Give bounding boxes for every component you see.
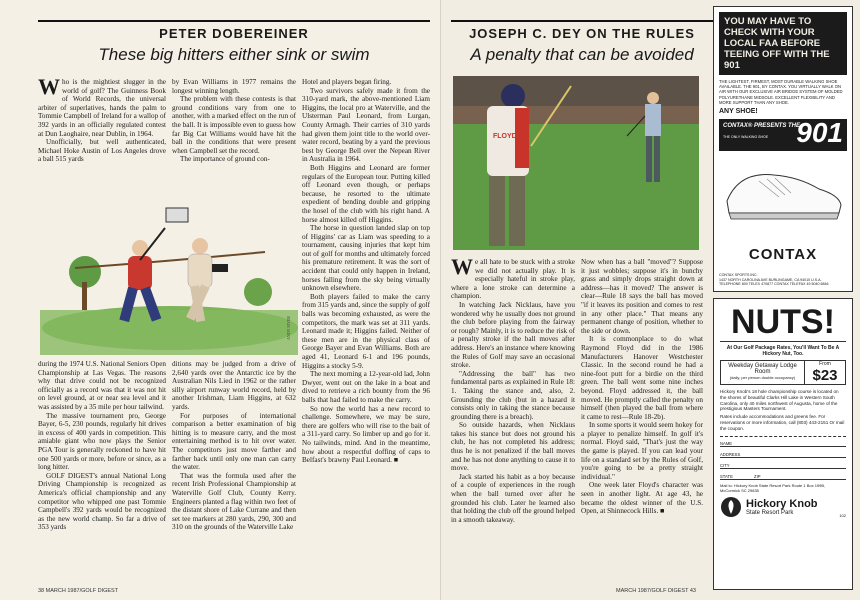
left-col2-top <box>172 78 296 164</box>
drop-cap: W <box>38 74 60 99</box>
article-headline: A penalty that can be avoided <box>470 45 694 64</box>
ad-body: Hickory Knob's 18 hole championship course is located on the shores of beautiful Clarks Hill Lake in Western South Carolina, only 40 miles northwest of Augusta, home of the prestigious Masters Tournament. <box>720 389 839 412</box>
golfers-illustration <box>40 190 298 355</box>
form-zip-label: ZIP <box>754 473 761 479</box>
paragraph: The massive tournament pro, George Bayer, 6-5, 230 pounds, regularly hit drives in excess of 400 yards in competition. This amiable giant who now plays the Senior PGA Tour is generally reckoned to have hit one 500 yards or more, before or since, as a long hitter. <box>38 411 166 472</box>
right-page <box>440 0 860 600</box>
mail-to: Mail to: Hickory Knob State Resort Park Route 1 Box 199B, McCormick SC 29835 <box>720 482 826 493</box>
ad-headline: YOU MAY HAVE TO CHECK WITH YOUR LOCAL FAA BEFORE TEEING OFF WITH THE 901 <box>719 12 847 75</box>
paragraph: So now the world has a new record to challenge. Somewhere, we may be sure, there are golfers who will rise to the bait of a 311-yard carry. So limber up and go for it. No tailwinds, mind. And in the meantime, how about a respectful doffing of caps to Belfast's brawny Paul Leonard. ■ <box>302 404 430 465</box>
paragraph: Both players failed to make the carry from 315 yards and, since the supply of golf balls was becoming exhausted, as were the competitors, the mark was set at 311 yards. Leonard made it; Higgins failed. Neither of these men are in the physical class of George Bayer and Evan Williams. Both are aged 41, Leonard 6-1 and 196 pounds, Higgins a stocky 5-9. <box>302 292 430 370</box>
left-col1-top <box>38 74 166 164</box>
form-address-label: ADDRESS <box>720 451 741 457</box>
left-col1-bottom <box>38 360 166 532</box>
paragraph: Jack started his habit as a boy because of a couple of experiences in the rough when the ball turned over after he grounded his club. Later he learned also that holding the club off the ground helped in a smooth takeaway. <box>451 472 575 524</box>
illus-credit: ANDY MYER <box>286 316 291 340</box>
paragraph: ditions may be judged from a drive of 2,640 yards over the Antarctic ice by the Australian Nils Lied in 1962 or the rather silly airport runway world record, held by another Irishman, Liam Higgins, at 632 yards. <box>172 360 296 411</box>
price-from: From <box>819 361 831 367</box>
article-headline: These big hitters either sink or swim <box>98 45 370 64</box>
paragraph: Both Higgins and Leonard are former regulars of the European tour. Putting killed off Leonard even though, or perhaps because, he resorted to the ultimate expedient of bending double and gripping the hosel of the club with his right hand. A horse almost killed off Higgins. <box>302 163 430 224</box>
ad-body-2: Rates include accommodations and greens fee. For reservations or more information, call (803) 443-2151 Or mail the coupon. <box>720 414 845 431</box>
ad-tag: ANY SHOE! <box>719 108 758 116</box>
paragraph: Unofficially, but well authenticated, Michael Hoke Austin of Los Angeles drove a ball 515 yards <box>38 138 166 164</box>
paragraph: For purposes of international comparison a better examination of big hitting is to measure carry, and the most entertaining method is to hit over water. The competitors just move farther and farther back until only one man can carry the water. <box>172 411 296 472</box>
paragraph: The horse in question landed slap on top of Higgins' car as Liam was speeding to a tournament, causing injuries that kept him out of golf for months and ultimately forced his premature retirement. It was the sort of accident that could only happen in Ireland, horses falling from the sky being virtually unknown elsewhere. <box>302 224 430 293</box>
ad-page-number: 102 <box>839 512 846 518</box>
logo-name: Hickory Knob <box>746 497 818 510</box>
ad-body: THE LIGHTEST, FIRMEST, MOST DURABLE WALKING SHOE AVAILABLE. THE 901, BY CONTAX. YOU VIRTUALLY WALK ON AIR WITH OUR EXCLUSIVE AIR BRIDGE SYSTEM OF MOLDED POLYURETHANE MIDSOLE. EXCELLENT FLEXIBILITY AND MORE SUPPORT THAN ANY SHOE. <box>719 79 843 105</box>
price: $23 <box>812 367 838 384</box>
hickory-knob-ad <box>713 298 853 590</box>
page-footer: 38 MARCH 1987/GOLF DIGEST <box>38 588 119 594</box>
page-footer: MARCH 1987/GOLF DIGEST 43 <box>616 588 696 594</box>
paragraph: The problem with these contests is that ground conditions vary from one to another, with a marked effect on the run of the ball. It is impossible even to guess how far Big Cat Williams would have hit the ball in the conditions that were present when Campbell set the record. <box>172 95 296 155</box>
golf-photo <box>453 76 699 250</box>
author-byline: JOSEPH C. DEY ON THE RULES <box>469 26 695 41</box>
paragraph: e all hate to be stuck with a stroke we did not actually play. It is especially hateful in stroke play, where a lone stroke can determine a champion. <box>451 258 575 301</box>
contax-ad <box>713 6 853 292</box>
paragraph: ho is the mightiest slugger in the world of golf? The Guinness Book of World Records, the universal arbiter of superlatives, hands the palm to Tommie Campbell of Ireland for a wallop of 392 yards in an officially regulated contest at Dun Laoghaire, near Dublin, in 1964. <box>38 78 166 138</box>
caddie-bib-text: FLOYD <box>493 133 517 140</box>
paragraph: The importance of ground con- <box>180 155 270 164</box>
paragraph: GOLF DIGEST's annual National Long Driving Championship is recognized as America's official championship and any competitor who whipped one past Tommie Campbell's 392 yards would be recognized as the new world champ. So far a drive of 353 yards <box>38 471 166 532</box>
ad-tagline: At Our Golf Package Rates, You'll Want To Be A Hickory Nut, Too. <box>726 345 840 357</box>
form-name-label: NAME <box>720 440 733 446</box>
left-col3 <box>302 78 430 465</box>
package-title: Weekday Getaway Lodge Room <box>728 363 797 375</box>
paragraph: "Addressing the ball" has two fundamental parts as explained in Rule 18: 1. Taking the stance and, also, 2. Grounding the club (but in a hazard it consists only in taking the stance because grounding there is a breach). <box>451 369 575 421</box>
shoe-illustration <box>719 157 847 227</box>
paragraph: by Evan Williams in 1977 remains the longest winning length. <box>172 78 296 95</box>
top-rule <box>451 20 713 22</box>
drop-cap: W <box>451 254 473 279</box>
right-col2 <box>581 258 703 516</box>
sub-line: THE ONLY WALKING SHOE <box>723 135 769 140</box>
coupon-form <box>720 436 846 493</box>
paragraph: Two survivors safely made it from the 310-yard mark, the above-mentioned Liam Higgins, the local pro at Waterville, and the Ulsterman Paul Leonard, from Lurgan, County Armagh. Their carries of 310 yards had given them joint title to the world over-water record, beating by a yard the previous best by George Bell over the Nepean River in Australia in 1964. <box>302 86 430 164</box>
ad-headline: NUTS! <box>720 303 846 342</box>
nut-icon <box>720 496 742 518</box>
paragraph: Hotel and players began firing. <box>302 78 392 86</box>
ad-address: CONTAX SPORTS INC. 1437 NORTH CAROLINA AVE BURLINGAME, CA 94010 U.S.A. TELEPHONE 800 TELEX 470877 CONTAX TELEFAX 49 5040 6846 <box>719 273 829 287</box>
logo-sub: State Resort Park <box>746 509 794 516</box>
paragraph: Now when has a ball "moved"? Suppose it just wobbles; suppose it's in bunchy grass and simply drops straight down at address—has it moved? The answer is clear—Rule 18 says the ball has moved "if it leaves its position and comes to rest in any other place." That means any permanent change of position, whether to the side or down. <box>581 258 703 335</box>
author-byline: PETER DOBEREINER <box>159 26 309 41</box>
brand-line: CONTAX® PRESENTS THE <box>723 123 800 130</box>
hickory-logo <box>720 496 846 518</box>
paragraph: That was the formula used after the recent Irish Professional Championship at Waterville Golf Club, County Kerry. Engineers planted a flag within two feet of the distant shore of Lake Currane and then set tee markers at 280 yards, 290, 300 and 310 on the grounds of the Waterville Lake <box>172 471 296 532</box>
form-city-label: CITY <box>720 462 730 468</box>
model-number: 901 <box>796 117 843 149</box>
right-col1 <box>451 254 575 524</box>
top-rule <box>38 20 430 22</box>
package-box <box>720 360 846 385</box>
package-note: (daily, per person double occupancy) <box>729 375 796 380</box>
paragraph: The next morning a 12-year-old lad, John Dwyer, went out on the lake in a boat and dived to retrieve a rich bounty from the 96 balls that had failed to make the carry. <box>302 370 430 404</box>
contax-901-badge <box>719 119 847 151</box>
paragraph: It is commonplace to do what Raymond Floyd did in the 1986 Manufacturers Hanover Westchester Classic. In the second round he had a nine-foot putt for a birdie on the third green. The ball went some nine inches beyond. Floyd addressed it, the ball moved. He promptly called the penalty on himself (then played the ball from where it came to rest—Rule 18-2b). <box>581 335 703 421</box>
paragraph: In watching Jack Nicklaus, have you wondered why he usually does not ground the club before playing from the fairway or rough? Mainly, it is to reduce the risk of a penalty stroke if the ball moves after address. Here's an instance where knowing the Rules of Golf may save an occasional stroke. <box>451 300 575 370</box>
left-col2-bottom <box>172 360 296 532</box>
paragraph: during the 1974 U.S. National Seniors Open Championship at Las Vegas. The reasons why that drive could not be recognized officially as a record was that it was not hit on level ground, at or near sea level and it was assisted by a 35 mile per hour tailwind. <box>38 360 166 411</box>
paragraph: One week later Floyd's character was seen in another light. At age 43, he became the oldest winner of the U.S. Open, at Shinnecock Hills. ■ <box>581 481 703 516</box>
contax-logo: CONTAX <box>748 246 818 264</box>
form-state-label: STATE <box>720 473 733 479</box>
paragraph: So outside hazards, when Nicklaus takes his stance but does not ground his club, he has not completed his address; thus he is not penalized if the ball moves and he has not done anything to cause it to move. <box>451 421 575 473</box>
paragraph: In some sports it would seem hokey for a player to penalize himself. In golf it's normal. Floyd said, "That's just the way the game is played. If you can lead your life on a standard set by the Rules of Golf, you're going to be a pretty straight individual." <box>581 421 703 481</box>
